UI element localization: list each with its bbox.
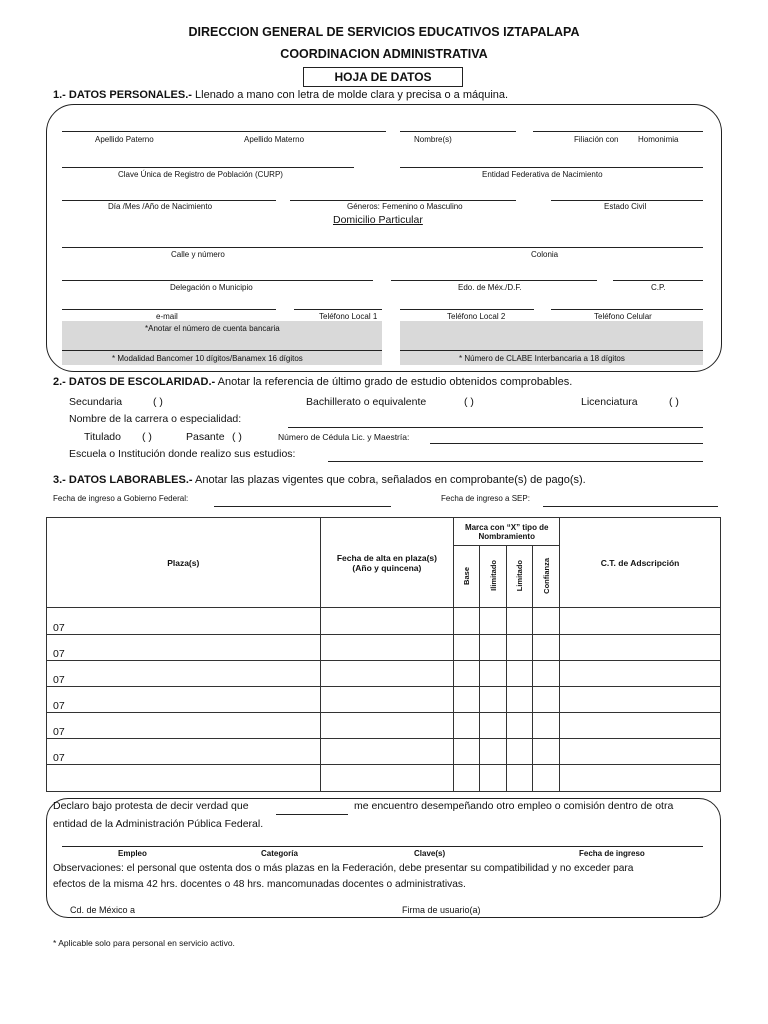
fecha-cell[interactable] bbox=[320, 765, 454, 792]
declaration-text-b: me encuentro desempeñando otro empleo o comisión dentro de otra bbox=[354, 800, 674, 812]
declaration-text-a: Declaro bajo protesta de decir verdad que bbox=[53, 800, 249, 812]
fecha-cell[interactable] bbox=[320, 661, 454, 687]
label-fecha-ingreso: Fecha de ingreso bbox=[579, 849, 645, 858]
ilimitado-cell[interactable] bbox=[480, 608, 507, 635]
line-cp[interactable] bbox=[613, 280, 703, 281]
base-cell[interactable] bbox=[454, 635, 480, 661]
label-pasante: Pasante bbox=[186, 431, 225, 443]
confianza-cell[interactable] bbox=[533, 661, 560, 687]
base-cell[interactable] bbox=[454, 608, 480, 635]
col-header-marca: Marca con “X” tipo de Nombramiento bbox=[454, 518, 560, 546]
line-apellidos[interactable] bbox=[62, 131, 386, 132]
confianza-cell[interactable] bbox=[533, 765, 560, 792]
label-empleo: Empleo bbox=[118, 849, 147, 858]
line-curp[interactable] bbox=[62, 167, 354, 168]
line-escuela[interactable] bbox=[328, 461, 703, 462]
observaciones-line-1: Observaciones: el personal que ostenta dos o más plazas en la Federación, debe presentar su compatibilidad y no exceder para bbox=[53, 863, 634, 874]
ilimitado-cell[interactable] bbox=[480, 635, 507, 661]
fecha-cell[interactable] bbox=[320, 608, 454, 635]
section1-heading: 1.- DATOS PERSONALES.- Llenado a mano con letra de molde clara y precisa o a máquina. bbox=[53, 89, 509, 101]
plaza-cell[interactable]: 07 bbox=[47, 661, 321, 687]
line-tel2[interactable] bbox=[400, 309, 534, 310]
ct-cell[interactable] bbox=[560, 635, 721, 661]
plaza-cell[interactable] bbox=[47, 765, 321, 792]
ilimitado-cell[interactable] bbox=[480, 713, 507, 739]
plaza-cell[interactable]: 07 bbox=[47, 739, 321, 765]
line-ingreso-gf[interactable] bbox=[214, 506, 391, 507]
checkbox-pasante[interactable]: ( ) bbox=[232, 431, 242, 443]
line-tel1[interactable] bbox=[294, 309, 382, 310]
table-row bbox=[47, 661, 721, 687]
label-titulado: Titulado bbox=[84, 431, 121, 443]
ct-cell[interactable] bbox=[560, 739, 721, 765]
limitado-cell[interactable] bbox=[507, 713, 533, 739]
table-row bbox=[47, 687, 721, 713]
confianza-cell[interactable] bbox=[533, 635, 560, 661]
label-homonimia: Homonimia bbox=[638, 135, 679, 144]
section3-heading: 3.- DATOS LABORABLES.- Anotar las plazas vigentes que cobra, señalados en comprobante(s) de pago(s). bbox=[53, 474, 586, 486]
table-row bbox=[47, 635, 721, 661]
ilimitado-cell[interactable] bbox=[480, 739, 507, 765]
line-ingreso-sep[interactable] bbox=[543, 506, 718, 507]
declaration-text-c: entidad de la Administración Pública Federal. bbox=[53, 818, 264, 830]
fecha-cell[interactable] bbox=[320, 739, 454, 765]
col-header-ct: C.T. de Adscripción bbox=[560, 518, 721, 608]
label-ingreso-gf: Fecha de ingreso a Gobierno Federal: bbox=[53, 494, 189, 503]
table-row bbox=[47, 713, 721, 739]
plaza-cell[interactable]: 07 bbox=[47, 608, 321, 635]
table-row bbox=[47, 765, 721, 792]
label-ingreso-sep: Fecha de ingreso a SEP: bbox=[441, 494, 530, 503]
line-nombres[interactable] bbox=[400, 131, 516, 132]
table-row bbox=[47, 739, 721, 765]
label-licenciatura: Licenciatura bbox=[581, 396, 638, 408]
line-declaro[interactable] bbox=[276, 814, 348, 815]
form-title: HOJA DE DATOS bbox=[303, 67, 463, 87]
line-email[interactable] bbox=[62, 309, 276, 310]
base-cell[interactable] bbox=[454, 687, 480, 713]
label-modalidad: * Modalidad Bancomer 10 dígitos/Banamex 16 dígitos bbox=[112, 354, 303, 363]
label-carrera: Nombre de la carrera o especialidad: bbox=[69, 413, 242, 425]
label-apellido-materno: Apellido Materno bbox=[244, 135, 305, 144]
footnote: * Aplicable solo para personal en servicio activo. bbox=[53, 938, 235, 948]
fecha-cell[interactable] bbox=[320, 635, 454, 661]
label-clave: Clave(s) bbox=[414, 849, 446, 858]
observaciones-line-2: efectos de la misma 42 hrs. docentes o 48 hrs. mancomunadas docentes o administrativas. bbox=[53, 879, 466, 890]
table-row bbox=[47, 608, 721, 635]
domicilio-heading: Domicilio Particular bbox=[333, 214, 423, 226]
label-calle: Calle y número bbox=[171, 250, 225, 259]
base-cell[interactable] bbox=[454, 765, 480, 792]
line-firma[interactable] bbox=[497, 917, 703, 918]
label-cedula: Número de Cédula Lic. y Maestría: bbox=[278, 432, 410, 442]
label-email: e-mail bbox=[156, 312, 178, 321]
header-line-2: COORDINACION ADMINISTRATIVA bbox=[280, 47, 488, 61]
line-genero[interactable] bbox=[290, 200, 516, 201]
col-header-fecha: Fecha de alta en plaza(s) (Año y quincena) bbox=[320, 518, 454, 608]
confianza-cell[interactable] bbox=[533, 739, 560, 765]
limitado-cell[interactable] bbox=[507, 765, 533, 792]
confianza-cell[interactable] bbox=[533, 687, 560, 713]
label-categoria: Categoría bbox=[261, 849, 298, 858]
line-empleo[interactable] bbox=[62, 846, 703, 847]
label-curp: Clave Única de Registro de Población (CURP) bbox=[118, 170, 283, 179]
label-fecha-nac: Día /Mes /Año de Nacimiento bbox=[108, 202, 213, 211]
col-header-ilimitado: Ilimitado bbox=[480, 546, 507, 608]
ilimitado-cell[interactable] bbox=[480, 661, 507, 687]
plaza-cell[interactable]: 07 bbox=[47, 635, 321, 661]
ct-cell[interactable] bbox=[560, 713, 721, 739]
ct-cell[interactable] bbox=[560, 608, 721, 635]
line-calle-colonia[interactable] bbox=[62, 247, 703, 248]
line-edo[interactable] bbox=[391, 280, 597, 281]
label-tel-celular: Teléfono Celular bbox=[594, 312, 652, 321]
label-colonia: Colonia bbox=[531, 250, 559, 259]
line-entidad[interactable] bbox=[400, 167, 703, 168]
label-delegacion: Delegación o Municipio bbox=[170, 283, 253, 292]
line-celular[interactable] bbox=[551, 309, 703, 310]
confianza-cell[interactable] bbox=[533, 608, 560, 635]
line-bank bbox=[62, 350, 382, 351]
limitado-cell[interactable] bbox=[507, 635, 533, 661]
fecha-cell[interactable] bbox=[320, 687, 454, 713]
label-generos: Géneros: Femenino o Masculino bbox=[347, 202, 463, 211]
base-cell[interactable] bbox=[454, 739, 480, 765]
ct-cell[interactable] bbox=[560, 661, 721, 687]
line-carrera[interactable] bbox=[288, 427, 703, 428]
limitado-cell[interactable] bbox=[507, 687, 533, 713]
label-nombres: Nombre(s) bbox=[414, 135, 452, 144]
label-entidad: Entidad Federativa de Nacimiento bbox=[482, 170, 603, 179]
fecha-cell[interactable] bbox=[320, 713, 454, 739]
label-cp: C.P. bbox=[651, 283, 666, 292]
plazas-table bbox=[46, 517, 721, 792]
line-cd-mexico[interactable] bbox=[151, 917, 364, 918]
label-cuenta-note: *Anotar el número de cuenta bancaria bbox=[145, 324, 280, 333]
line-filiacion[interactable] bbox=[533, 131, 703, 132]
line-delegacion[interactable] bbox=[62, 280, 373, 281]
label-firma: Firma de usuario(a) bbox=[402, 905, 481, 915]
checkbox-licenciatura[interactable]: ( ) bbox=[669, 396, 679, 408]
label-bachillerato: Bachillerato o equivalente bbox=[306, 396, 427, 408]
ct-cell[interactable] bbox=[560, 765, 721, 792]
col-header-plaza: Plaza(s) bbox=[47, 518, 321, 608]
header-line-1: DIRECCION GENERAL DE SERVICIOS EDUCATIVOS IZTAPALAPA bbox=[188, 25, 580, 39]
checkbox-titulado[interactable]: ( ) bbox=[142, 431, 152, 443]
declaration-box bbox=[46, 798, 721, 918]
col-header-limitado: Limitado bbox=[507, 546, 533, 608]
label-filiacion: Filiación con bbox=[574, 135, 619, 144]
ct-cell[interactable] bbox=[560, 687, 721, 713]
label-apellido-paterno: Apellido Paterno bbox=[95, 135, 154, 144]
ilimitado-cell[interactable] bbox=[480, 687, 507, 713]
col-header-base: Base bbox=[454, 546, 480, 608]
label-tel-local1: Teléfono Local 1 bbox=[319, 312, 378, 321]
limitado-cell[interactable] bbox=[507, 661, 533, 687]
limitado-cell[interactable] bbox=[507, 739, 533, 765]
base-cell[interactable] bbox=[454, 661, 480, 687]
line-fecha-nac[interactable] bbox=[62, 200, 276, 201]
label-secundaria: Secundaria bbox=[69, 396, 123, 408]
col-header-confianza: Confianza bbox=[533, 546, 560, 608]
checkbox-secundaria[interactable]: ( ) bbox=[153, 396, 163, 408]
label-cd-mexico: Cd. de México a bbox=[70, 905, 136, 915]
line-clabe bbox=[400, 350, 703, 351]
line-cedula[interactable] bbox=[430, 443, 703, 444]
label-estado-civil: Estado Civil bbox=[604, 202, 647, 211]
ilimitado-cell[interactable] bbox=[480, 765, 507, 792]
plaza-cell[interactable]: 07 bbox=[47, 713, 321, 739]
limitado-cell[interactable] bbox=[507, 608, 533, 635]
plaza-cell[interactable]: 07 bbox=[47, 687, 321, 713]
label-escuela: Escuela o Institución donde realizo sus estudios: bbox=[69, 448, 296, 460]
base-cell[interactable] bbox=[454, 713, 480, 739]
line-estado-civil[interactable] bbox=[551, 200, 703, 201]
confianza-cell[interactable] bbox=[533, 713, 560, 739]
checkbox-bachillerato[interactable]: ( ) bbox=[464, 396, 474, 408]
label-tel-local2: Teléfono Local 2 bbox=[447, 312, 506, 321]
label-edo: Edo. de Méx./D.F. bbox=[458, 283, 522, 292]
section2-heading: 2.- DATOS DE ESCOLARIDAD.- Anotar la referencia de último grado de estudio obtenidos comprobables. bbox=[53, 376, 573, 388]
label-clabe: * Número de CLABE Interbancaria a 18 dígitos bbox=[459, 354, 625, 363]
